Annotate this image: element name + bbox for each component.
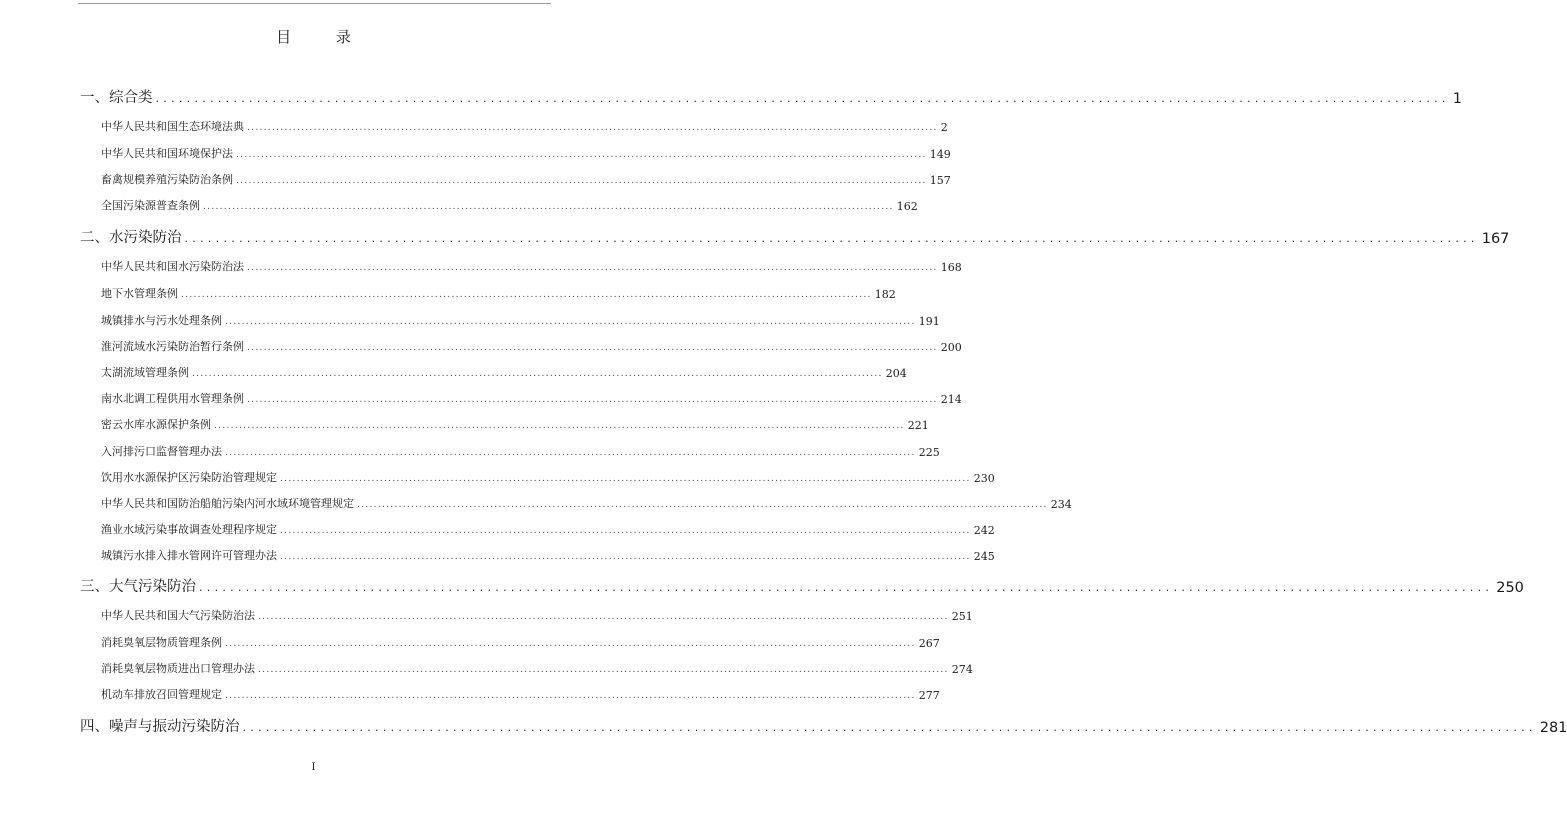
entry-label: 中华人民共和国防治船舶污染内河水域环境管理规定 bbox=[101, 497, 354, 510]
dot-leader: ...................................................................................................................................................................... bbox=[203, 202, 894, 212]
toc-section[interactable] bbox=[80, 716, 1567, 736]
section-page: 1 bbox=[1452, 91, 1462, 107]
entry-page: 200 bbox=[940, 341, 962, 354]
section-page: 250 bbox=[1496, 580, 1524, 596]
toc-entry[interactable] bbox=[101, 312, 940, 328]
dot-leader: ...................................................................................................................................................................... bbox=[236, 176, 927, 186]
entry-page: 277 bbox=[918, 689, 940, 702]
toc-entry[interactable] bbox=[101, 634, 940, 650]
entry-label: 城镇污水排入排水管网许可管理办法 bbox=[101, 549, 277, 562]
entry-label: 太湖流域管理条例 bbox=[101, 366, 189, 379]
top-rule bbox=[78, 3, 551, 4]
entry-page: 157 bbox=[929, 174, 951, 187]
toc-section[interactable] bbox=[80, 227, 1510, 247]
entry-page: 162 bbox=[896, 200, 918, 213]
toc-section[interactable] bbox=[80, 576, 1524, 596]
dot-leader: ...................................................................................................................................................................... bbox=[258, 612, 949, 622]
entry-label: 南水北调工程供用水管理条例 bbox=[101, 392, 244, 405]
toc-entry[interactable] bbox=[101, 145, 951, 161]
dot-leader: ...................................................................................................................................................................... bbox=[247, 123, 938, 133]
entry-page: 214 bbox=[940, 393, 962, 406]
entry-label: 消耗臭氧层物质进出口管理办法 bbox=[101, 662, 255, 675]
entry-label: 渔业水域污染事故调查处理程序规定 bbox=[101, 523, 277, 536]
dot-leader: ...................................................................................................................................................................... bbox=[181, 290, 872, 300]
entry-label: 淮河流域水污染防治暂行条例 bbox=[101, 340, 244, 353]
dot-leader: ...................................................................................................................................................................... bbox=[258, 665, 949, 675]
toc-entry[interactable] bbox=[101, 390, 962, 406]
toc-entry[interactable] bbox=[101, 686, 940, 702]
dot-leader: ...................................................................................................................................................................... bbox=[155, 92, 1450, 105]
section-label: 二、水污染防治 bbox=[80, 230, 182, 246]
section-page: 167 bbox=[1481, 231, 1510, 247]
dot-leader: ...................................................................................................................................................................... bbox=[247, 395, 938, 405]
toc-entry[interactable] bbox=[101, 660, 973, 676]
dot-leader: ...................................................................................................................................................................... bbox=[247, 263, 938, 273]
dot-leader: ...................................................................................................................................................................... bbox=[357, 500, 1048, 510]
dot-leader: ...................................................................................................................................................................... bbox=[225, 448, 916, 458]
toc-entry[interactable] bbox=[101, 469, 995, 485]
toc-entry[interactable] bbox=[101, 547, 995, 563]
entry-page: 230 bbox=[973, 472, 995, 485]
entry-label: 中华人民共和国水污染防治法 bbox=[101, 260, 244, 273]
dot-leader: ...................................................................................................................................................................... bbox=[199, 581, 1494, 594]
toc-entry[interactable] bbox=[101, 118, 948, 134]
entry-label: 饮用水水源保护区污染防治管理规定 bbox=[101, 471, 277, 484]
toc-entry[interactable] bbox=[101, 338, 962, 354]
dot-leader: ...................................................................................................................................................................... bbox=[247, 343, 938, 353]
entry-label: 全国污染源普查条例 bbox=[101, 199, 200, 212]
page-number: I bbox=[311, 762, 316, 773]
page-title: 目 录 bbox=[276, 28, 371, 46]
section-page: 281 bbox=[1539, 720, 1567, 736]
entry-page: 2 bbox=[940, 121, 948, 134]
entry-page: 182 bbox=[874, 288, 896, 301]
dot-leader: ...................................................................................................................................................................... bbox=[225, 639, 916, 649]
entry-page: 149 bbox=[929, 148, 951, 161]
dot-leader: ...................................................................................................................................................................... bbox=[225, 317, 916, 327]
entry-page: 221 bbox=[907, 419, 929, 432]
dot-leader: ...................................................................................................................................................................... bbox=[192, 369, 883, 379]
dot-leader: ...................................................................................................................................................................... bbox=[214, 421, 905, 431]
entry-page: 204 bbox=[885, 367, 907, 380]
entry-label: 畜禽规模养殖污染防治条例 bbox=[101, 173, 233, 186]
entry-label: 密云水库水源保护条例 bbox=[101, 418, 211, 431]
entry-label: 城镇排水与污水处理条例 bbox=[101, 314, 222, 327]
dot-leader: ...................................................................................................................................................................... bbox=[184, 232, 1479, 245]
entry-page: 274 bbox=[951, 663, 973, 676]
section-label: 四、噪声与振动污染防治 bbox=[80, 719, 240, 735]
entry-label: 入河排污口监督管理办法 bbox=[101, 445, 222, 458]
toc-entry[interactable] bbox=[101, 416, 929, 432]
toc-entry[interactable] bbox=[101, 521, 995, 537]
dot-leader: ...................................................................................................................................................................... bbox=[225, 691, 916, 701]
entry-page: 225 bbox=[918, 446, 940, 459]
entry-label: 中华人民共和国生态环境法典 bbox=[101, 120, 244, 133]
section-label: 三、大气污染防治 bbox=[80, 579, 196, 595]
toc-entry[interactable] bbox=[101, 285, 896, 301]
entry-label: 中华人民共和国环境保护法 bbox=[101, 147, 233, 160]
toc-entry[interactable] bbox=[101, 364, 907, 380]
entry-page: 251 bbox=[951, 610, 973, 623]
entry-label: 中华人民共和国大气污染防治法 bbox=[101, 609, 255, 622]
dot-leader: ...................................................................................................................................................................... bbox=[242, 721, 1537, 734]
dot-leader: ...................................................................................................................................................................... bbox=[280, 526, 971, 536]
entry-page: 245 bbox=[973, 550, 995, 563]
dot-leader: ...................................................................................................................................................................... bbox=[280, 474, 971, 484]
dot-leader: ...................................................................................................................................................................... bbox=[236, 150, 927, 160]
toc-entry[interactable] bbox=[101, 607, 973, 623]
toc-entry[interactable] bbox=[101, 495, 1072, 511]
toc-entry[interactable] bbox=[101, 171, 951, 187]
dot-leader: ...................................................................................................................................................................... bbox=[280, 552, 971, 562]
entry-page: 242 bbox=[973, 524, 995, 537]
toc-entry[interactable] bbox=[101, 197, 918, 213]
toc-entry[interactable] bbox=[101, 443, 940, 459]
entry-label: 地下水管理条例 bbox=[101, 287, 178, 300]
entry-label: 消耗臭氧层物质管理条例 bbox=[101, 636, 222, 649]
entry-page: 191 bbox=[918, 315, 940, 328]
entry-page: 168 bbox=[940, 261, 962, 274]
entry-label: 机动车排放召回管理规定 bbox=[101, 688, 222, 701]
entry-page: 234 bbox=[1050, 498, 1072, 511]
toc-section[interactable] bbox=[80, 87, 1462, 107]
toc-entry[interactable] bbox=[101, 258, 962, 274]
section-label: 一、综合类 bbox=[80, 90, 153, 106]
entry-page: 267 bbox=[918, 637, 940, 650]
